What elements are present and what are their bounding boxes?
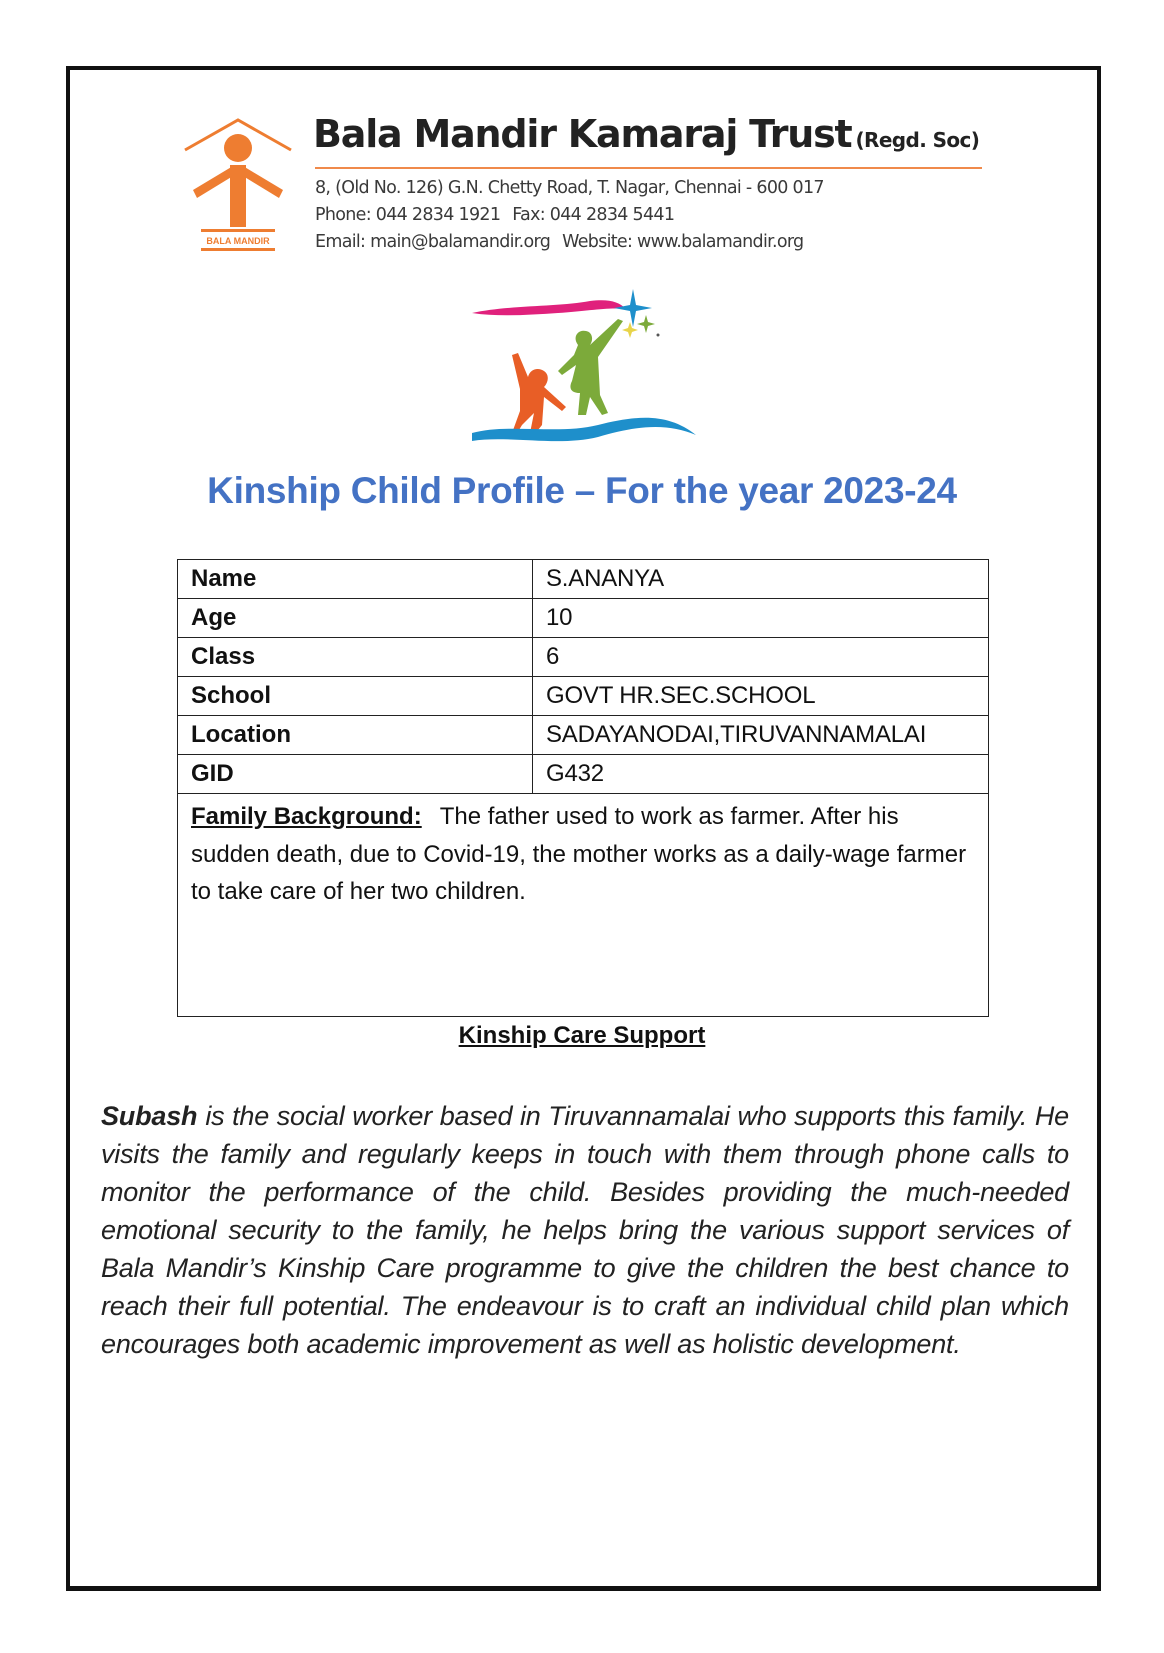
org-contact-web bbox=[315, 232, 803, 252]
family-background-label: Family Background: bbox=[191, 803, 422, 830]
table-row-gid bbox=[178, 755, 989, 794]
org-phone: Phone: 044 2834 1921 bbox=[315, 205, 501, 225]
field-label: Age bbox=[178, 599, 533, 638]
family-background-cell bbox=[178, 794, 989, 1017]
social-worker-name: Subash bbox=[101, 1101, 198, 1131]
org-address: 8, (Old No. 126) G.N. Chetty Road, T. Nagar, Chennai - 600 017 bbox=[315, 178, 824, 198]
letterhead-rule bbox=[315, 167, 982, 169]
table-row-location bbox=[178, 716, 989, 755]
field-value-location: SADAYANODAI,TIRUVANNAMALAI bbox=[533, 716, 989, 755]
field-label: Class bbox=[178, 638, 533, 677]
table-row-age bbox=[178, 599, 989, 638]
org-registration: (Regd. Soc) bbox=[855, 128, 980, 152]
field-value-name: S.ANANYA bbox=[533, 560, 989, 599]
table-row-name bbox=[178, 560, 989, 599]
field-label: Name bbox=[178, 560, 533, 599]
table-row-family-background bbox=[178, 794, 989, 1017]
family-background-text: The father used to work as farmer. After his sudden death, due to Covid-19, the mother works as a daily-wage farmer to take care of her two children. bbox=[191, 803, 967, 905]
org-fax: Fax: 044 2834 5441 bbox=[512, 205, 675, 225]
field-value-school: GOVT HR.SEC.SCHOOL bbox=[533, 677, 989, 716]
org-website: Website: www.balamandir.org bbox=[562, 232, 804, 252]
field-value-age: 10 bbox=[533, 599, 989, 638]
field-label: GID bbox=[178, 755, 533, 794]
org-contact-phone-fax bbox=[315, 205, 674, 225]
field-label: School bbox=[178, 677, 533, 716]
kinship-children-logo-icon bbox=[468, 285, 698, 450]
org-name: Bala Mandir Kamaraj Trust (Regd. Soc) bbox=[313, 112, 980, 156]
document-title: Kinship Child Profile – For the year 2023-24 bbox=[207, 470, 957, 511]
field-value-gid: G432 bbox=[533, 755, 989, 794]
kinship-care-support-heading: Kinship Care Support bbox=[458, 1022, 706, 1049]
child-profile-table bbox=[177, 559, 989, 1017]
bala-mandir-logo-icon bbox=[183, 118, 293, 258]
field-value-class: 6 bbox=[533, 638, 989, 677]
table-row-class bbox=[178, 638, 989, 677]
field-label: Location bbox=[178, 716, 533, 755]
kinship-care-support-paragraph bbox=[101, 1097, 1069, 1363]
support-description: is the social worker based in Tiruvannamalai who supports this family. He visits the family and regularly keeps in touch with them through phone calls to monitor the performance of the child. Besides providing the much-needed emotional security to the family, he helps bring the various support services of Bala Mandir’s Kinship Care programme to give the children the best chance to reach their full potential. The endeavour is to craft an individual child plan which encourages both academic improvement as well as holistic development. bbox=[101, 1101, 1069, 1359]
table-row-school bbox=[178, 677, 989, 716]
svg-text:BALA MANDIR: BALA MANDIR bbox=[206, 236, 270, 246]
org-email: Email: main@balamandir.org bbox=[315, 232, 551, 252]
